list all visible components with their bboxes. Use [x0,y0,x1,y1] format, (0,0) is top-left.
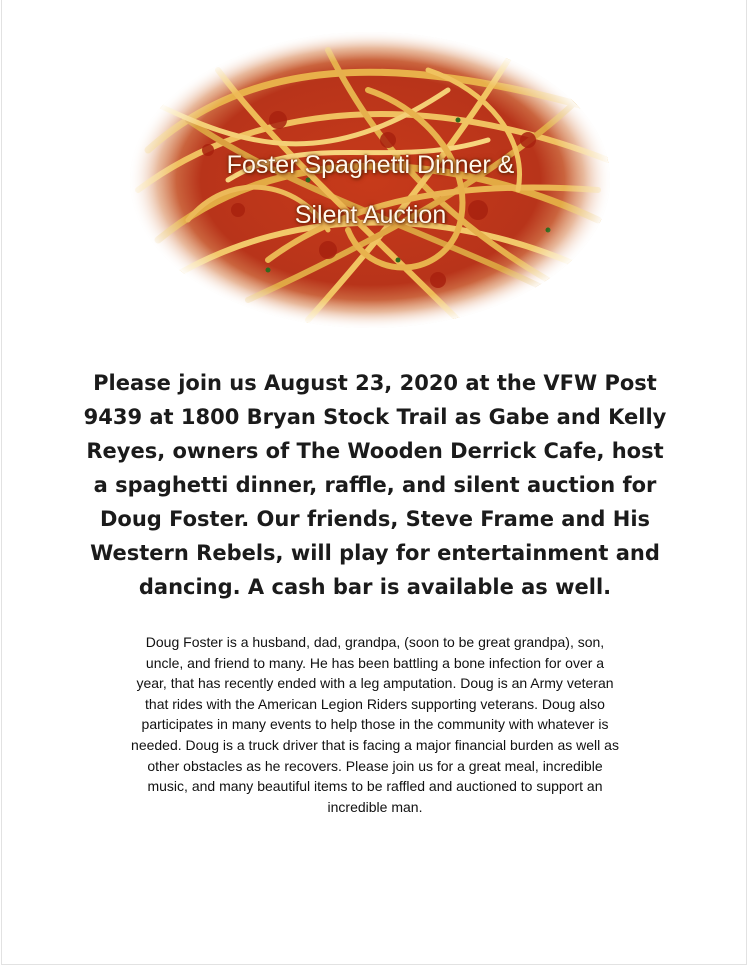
announcement-line: a spaghetti dinner, raffle, and silent auction for [93,473,657,497]
announcement-line: Please join us August 23, 2020 at the VFW Post [93,371,657,395]
event-title-line-1: Foster Spaghetti Dinner & [226,151,515,179]
spaghetti-image [128,30,613,330]
event-announcement [80,366,670,604]
story-line: uncle, and friend to many. He has been battling a bone infection for over a [145,654,605,671]
story-line: Doug Foster is a husband, dad, grandpa, (soon to be great grandpa), son, [145,634,605,650]
announcement-line: Western Rebels, will play for entertainment and [90,541,660,565]
announcement-line: 9439 at 1800 Bryan Stock Trail as Gabe and Kelly [83,405,667,429]
story-line: music, and many beautiful items to be raffled and auctioned to support an [147,778,603,795]
announcement-line: dancing. A cash bar is available as well. [138,575,612,599]
story-line: participates in many events to help those in the community with whatever is [141,716,609,733]
story-line: year, that has recently ended with a leg amputation. Doug is an Army veteran [136,675,614,692]
announcement-line: Doug Foster. Our friends, Steve Frame and His [99,507,651,531]
announcement-line: Reyes, owners of The Wooden Derrick Cafe, host [86,439,664,463]
story-line: needed. Doug is a truck driver that is facing a major financial burden as well as [131,736,619,753]
story-line: other obstacles as he recovers. Please join us for a great meal, incredible [147,757,603,774]
story-line: incredible man. [327,798,423,815]
doug-foster-story [60,632,690,817]
story-line: that rides with the American Legion Riders supporting veterans. Doug also [145,695,605,712]
event-title-line-2: Silent Auction [294,201,447,229]
event-title [128,140,613,240]
